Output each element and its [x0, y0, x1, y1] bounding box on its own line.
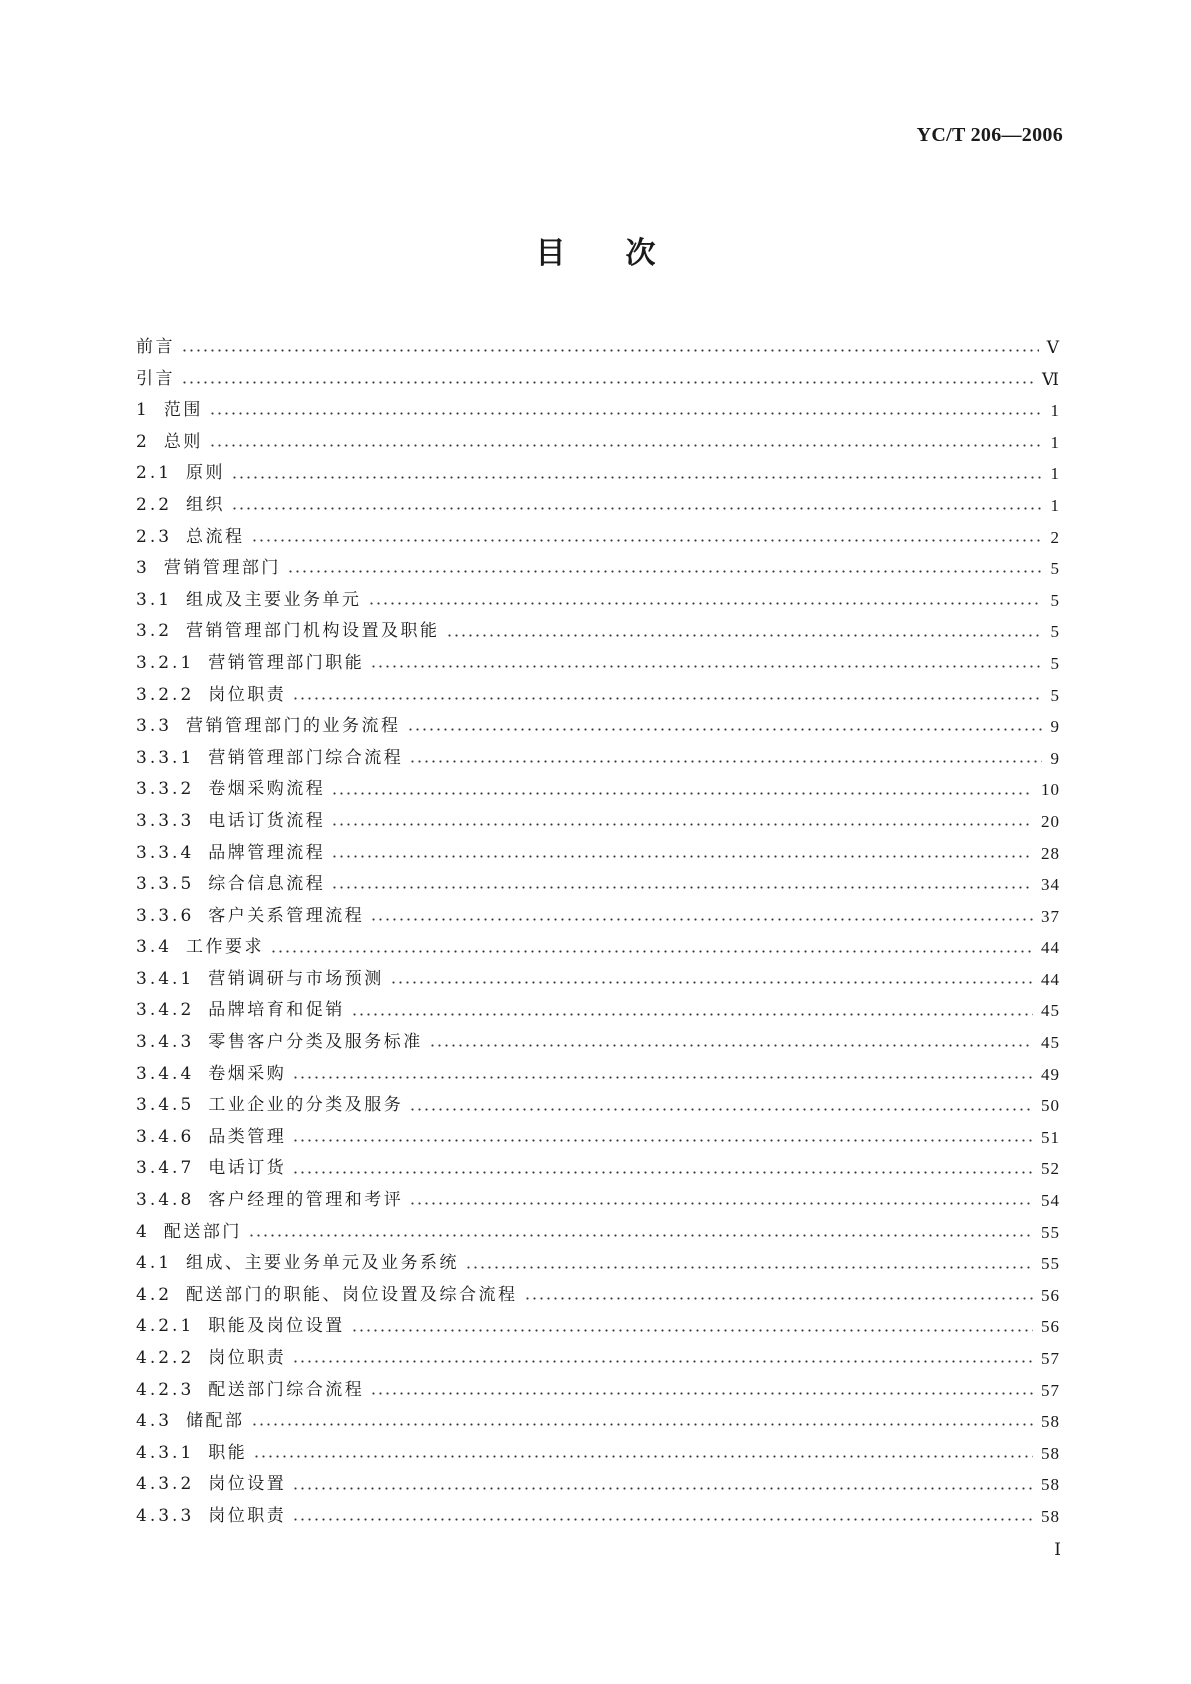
toc-dot-leader [331, 823, 1033, 826]
toc-entry-page: 5 [1050, 559, 1060, 579]
toc-entry-title: 营销管理部门 [163, 558, 281, 579]
toc-dot-leader [181, 349, 1039, 352]
toc-entry[interactable] [136, 458, 1060, 490]
toc-dot-leader [292, 1171, 1033, 1174]
toc-entry-title: 品类管理 [208, 1126, 287, 1147]
toc-entry[interactable] [136, 616, 1060, 648]
toc-entry-title: 客户经理的管理和考评 [208, 1190, 404, 1211]
toc-entry-number: 3 [136, 558, 150, 579]
toc-entry-number: 3.3.3 [136, 810, 195, 831]
toc-entry-number: 3.4 [136, 937, 173, 958]
toc-entry-page: 45 [1041, 1001, 1060, 1021]
document-code: YC/T 206—2006 [916, 124, 1063, 146]
toc-entry-number: 3.1 [136, 589, 173, 610]
toc-entry-page: 57 [1041, 1380, 1060, 1400]
toc-entry-title: 组织 [186, 494, 226, 515]
toc-entry-page: 55 [1041, 1254, 1060, 1274]
toc-entry-number: 3.2 [136, 621, 173, 642]
toc-entry-page: 58 [1041, 1443, 1060, 1463]
toc-entry-number: 3.3.1 [136, 747, 195, 768]
toc-entry-title: 客户关系管理流程 [208, 905, 365, 926]
toc-dot-leader [351, 1013, 1033, 1016]
toc-entry[interactable] [136, 648, 1060, 680]
toc-dot-leader [409, 1108, 1033, 1111]
toc-entry-title: 配送部门 [163, 1221, 242, 1242]
toc-entry-title: 工业企业的分类及服务 [208, 1095, 404, 1116]
toc-entry[interactable] [136, 1501, 1060, 1533]
toc-dot-leader [292, 1076, 1033, 1079]
toc-entry-number: 3.2.2 [136, 684, 195, 705]
toc-entry-title: 岗位职责 [208, 1505, 287, 1526]
toc-entry-number: 2.1 [136, 463, 173, 484]
toc-entry-page: 58 [1041, 1475, 1060, 1495]
toc-entry-title: 前言 [136, 337, 175, 357]
toc-entry[interactable] [136, 964, 1060, 996]
toc-entry-title: 职能 [208, 1442, 248, 1463]
toc-entry-page: 57 [1041, 1349, 1060, 1368]
toc-entry-title: 储配部 [186, 1411, 245, 1432]
toc-entry[interactable] [136, 1248, 1060, 1280]
toc-dot-leader [270, 950, 1033, 953]
toc-entry-page: 5 [1050, 685, 1060, 705]
toc-entry[interactable] [136, 522, 1060, 554]
toc-entry-title: 电话订货流程 [208, 810, 326, 831]
toc-entry-number: 3.4.2 [136, 1000, 195, 1021]
toc-entry[interactable] [136, 427, 1060, 459]
toc-dot-leader [292, 1518, 1033, 1521]
toc-entry[interactable] [136, 838, 1060, 870]
toc-entry[interactable] [136, 995, 1060, 1027]
toc-dot-leader [368, 602, 1042, 605]
toc-entry-title: 范围 [163, 400, 203, 421]
toc-entry-page: 49 [1041, 1064, 1060, 1084]
toc-entry-number: 3.3.2 [136, 779, 195, 800]
toc-dot-leader [231, 476, 1042, 479]
toc-entry-page: 1 [1050, 401, 1060, 421]
toc-dot-leader [446, 634, 1042, 637]
toc-dot-leader [292, 1360, 1033, 1363]
toc-entry-page: 51 [1041, 1127, 1060, 1147]
toc-entry[interactable] [136, 1469, 1060, 1501]
toc-dot-leader [331, 886, 1033, 889]
toc-entry[interactable] [136, 1185, 1060, 1217]
toc-entry-page: 50 [1041, 1096, 1060, 1116]
toc-entry[interactable] [136, 901, 1060, 933]
toc-entry-number: 3.4.1 [136, 968, 195, 989]
toc-dot-leader [292, 1487, 1033, 1490]
toc-entry[interactable] [136, 332, 1060, 364]
toc-entry-page: 58 [1041, 1412, 1060, 1432]
toc-entry-title: 营销管理部门机构设置及职能 [186, 621, 440, 642]
toc-entry-page: 9 [1050, 717, 1060, 737]
toc-entry[interactable] [136, 1027, 1060, 1059]
toc-dot-leader [209, 412, 1042, 415]
toc-dot-leader [209, 444, 1042, 447]
toc-entry-page: 56 [1041, 1317, 1060, 1337]
toc-entry-title: 总流程 [186, 526, 245, 547]
toc-entry-number: 3.3.6 [136, 905, 195, 926]
table-of-contents [136, 332, 1060, 1533]
toc-entry-number: 2.2 [136, 494, 173, 515]
toc-entry-number: 4.3.2 [136, 1474, 195, 1495]
toc-entry-title: 卷烟采购 [208, 1063, 287, 1084]
toc-dot-leader [181, 381, 1034, 384]
toc-entry-page: 2 [1050, 527, 1060, 547]
toc-entry-number: 4.3 [136, 1411, 173, 1432]
toc-dot-leader [370, 665, 1042, 668]
toc-dot-leader [465, 1266, 1033, 1269]
toc-dot-leader [292, 697, 1042, 700]
toc-entry-page: 20 [1041, 811, 1060, 831]
toc-entry-number: 4.2 [136, 1284, 173, 1305]
toc-entry-page: 54 [1041, 1191, 1060, 1211]
toc-entry-number: 3.4.6 [136, 1126, 195, 1147]
toc-dot-leader [231, 507, 1042, 510]
toc-entry-page: 55 [1041, 1222, 1060, 1242]
toc-entry-title: 卷烟采购流程 [208, 779, 326, 800]
toc-dot-leader [370, 1392, 1033, 1395]
toc-entry[interactable] [136, 553, 1060, 585]
toc-entry-title: 岗位职责 [208, 684, 287, 705]
toc-dot-leader [248, 1234, 1033, 1237]
toc-dot-leader [390, 981, 1033, 984]
toc-entry-number: 4.2.3 [136, 1379, 195, 1400]
toc-entry[interactable] [136, 1375, 1060, 1407]
toc-entry[interactable] [136, 585, 1060, 617]
toc-entry-page: 5 [1050, 590, 1060, 610]
toc-entry-page: 5 [1050, 622, 1060, 642]
toc-entry-title: 原则 [186, 463, 226, 484]
toc-dot-leader [292, 1139, 1033, 1142]
toc-entry-number: 3.4.3 [136, 1032, 195, 1053]
toc-entry-page: 5 [1050, 653, 1060, 673]
toc-entry-number: 4.2.2 [136, 1348, 195, 1368]
toc-entry-title: 品牌培育和促销 [208, 1000, 345, 1021]
toc-entry[interactable] [136, 395, 1060, 427]
toc-entry-number: 3.4.8 [136, 1190, 195, 1211]
toc-entry[interactable] [136, 743, 1060, 775]
toc-entry-number: 3.4.5 [136, 1095, 195, 1116]
toc-entry-number: 2.3 [136, 526, 173, 547]
toc-entry-title: 引言 [136, 368, 175, 389]
toc-entry-title: 电话订货 [208, 1158, 287, 1179]
toc-entry-number: 3.4.4 [136, 1063, 195, 1084]
toc-entry[interactable] [136, 1406, 1060, 1438]
toc-entry[interactable] [136, 932, 1060, 964]
toc-entry-page: 52 [1041, 1159, 1060, 1179]
toc-dot-leader [524, 1297, 1033, 1300]
toc-entry[interactable] [136, 1438, 1060, 1470]
page-number: Ⅰ [1054, 1540, 1061, 1559]
toc-entry[interactable] [136, 711, 1060, 743]
toc-entry-number: 4.2.1 [136, 1316, 195, 1337]
toc-entry-page: Ⅵ [1041, 369, 1060, 389]
toc-entry[interactable] [136, 1153, 1060, 1185]
toc-entry-number: 4.3.1 [136, 1442, 195, 1463]
toc-entry-number: 4.3.3 [136, 1505, 195, 1526]
toc-entry-number: 2 [136, 431, 150, 452]
toc-entry-title: 总则 [163, 431, 203, 452]
toc-entry-page: 1 [1050, 464, 1060, 484]
toc-entry[interactable] [136, 680, 1060, 712]
toc-entry[interactable] [136, 1280, 1060, 1312]
toc-entry[interactable] [136, 1122, 1060, 1154]
toc-entry-page: 44 [1041, 938, 1060, 958]
toc-entry[interactable] [136, 1090, 1060, 1122]
toc-entry[interactable] [136, 869, 1060, 901]
toc-entry-page: 44 [1041, 969, 1060, 989]
toc-dot-leader [253, 1455, 1033, 1458]
toc-entry-number: 4.1 [136, 1253, 173, 1274]
toc-entry-title: 营销管理部门职能 [208, 652, 365, 673]
toc-entry-title: 组成及主要业务单元 [186, 589, 362, 610]
toc-dot-leader [407, 728, 1042, 731]
toc-entry-page: 56 [1041, 1285, 1060, 1305]
toc-entry-number: 3.3.4 [136, 842, 195, 863]
toc-entry-number: 4 [136, 1221, 150, 1242]
toc-dot-leader [429, 1044, 1033, 1047]
toc-dot-leader [409, 760, 1042, 763]
toc-dot-leader [287, 570, 1042, 573]
toc-entry[interactable] [136, 1217, 1060, 1249]
toc-entry-number: 3.3.5 [136, 874, 195, 895]
toc-dot-leader [351, 1329, 1033, 1332]
toc-entry-page: 28 [1041, 843, 1060, 863]
toc-entry-page: 1 [1050, 432, 1060, 452]
toc-dot-leader [251, 539, 1042, 542]
toc-entry[interactable] [136, 1343, 1060, 1375]
toc-entry-title: 配送部门综合流程 [208, 1379, 365, 1400]
toc-entry[interactable] [136, 1311, 1060, 1343]
toc-dot-leader [370, 918, 1033, 921]
toc-entry-number: 3.3 [136, 716, 173, 737]
toc-entry-title: 营销调研与市场预测 [208, 968, 384, 989]
toc-entry-page: 9 [1050, 748, 1060, 768]
toc-entry[interactable] [136, 774, 1060, 806]
toc-entry[interactable] [136, 1059, 1060, 1091]
toc-entry-page: Ⅴ [1046, 338, 1060, 357]
page-title: 目次 [535, 236, 716, 271]
toc-entry-page: 34 [1041, 875, 1060, 895]
toc-entry[interactable] [136, 806, 1060, 838]
toc-entry-title: 工作要求 [186, 937, 265, 958]
toc-entry-title: 职能及岗位设置 [208, 1316, 345, 1337]
toc-entry-page: 45 [1041, 1033, 1060, 1053]
toc-entry-number: 3.4.7 [136, 1158, 195, 1179]
toc-entry-title: 品牌管理流程 [208, 842, 326, 863]
toc-entry-title: 配送部门的职能、岗位设置及综合流程 [186, 1284, 518, 1305]
toc-dot-leader [331, 855, 1033, 858]
toc-dot-leader [251, 1423, 1033, 1426]
toc-entry-title: 营销管理部门的业务流程 [186, 716, 401, 737]
toc-entry[interactable] [136, 490, 1060, 522]
toc-entry-page: 58 [1041, 1506, 1060, 1526]
toc-dot-leader [331, 792, 1033, 795]
toc-entry-title: 岗位设置 [208, 1474, 287, 1495]
toc-entry-title: 综合信息流程 [208, 874, 326, 895]
toc-entry-page: 37 [1041, 906, 1060, 926]
toc-entry-title: 零售客户分类及服务标准 [208, 1032, 423, 1053]
toc-entry-number: 3.2.1 [136, 652, 195, 673]
toc-entry-title: 组成、主要业务单元及业务系统 [186, 1253, 460, 1274]
toc-entry-title: 营销管理部门综合流程 [208, 747, 404, 768]
toc-entry-title: 岗位职责 [208, 1348, 287, 1368]
toc-entry-page: 1 [1050, 495, 1060, 515]
toc-dot-leader [409, 1202, 1033, 1205]
toc-entry[interactable] [136, 364, 1060, 396]
toc-entry-number: 1 [136, 400, 150, 421]
toc-entry-page: 10 [1041, 780, 1060, 800]
